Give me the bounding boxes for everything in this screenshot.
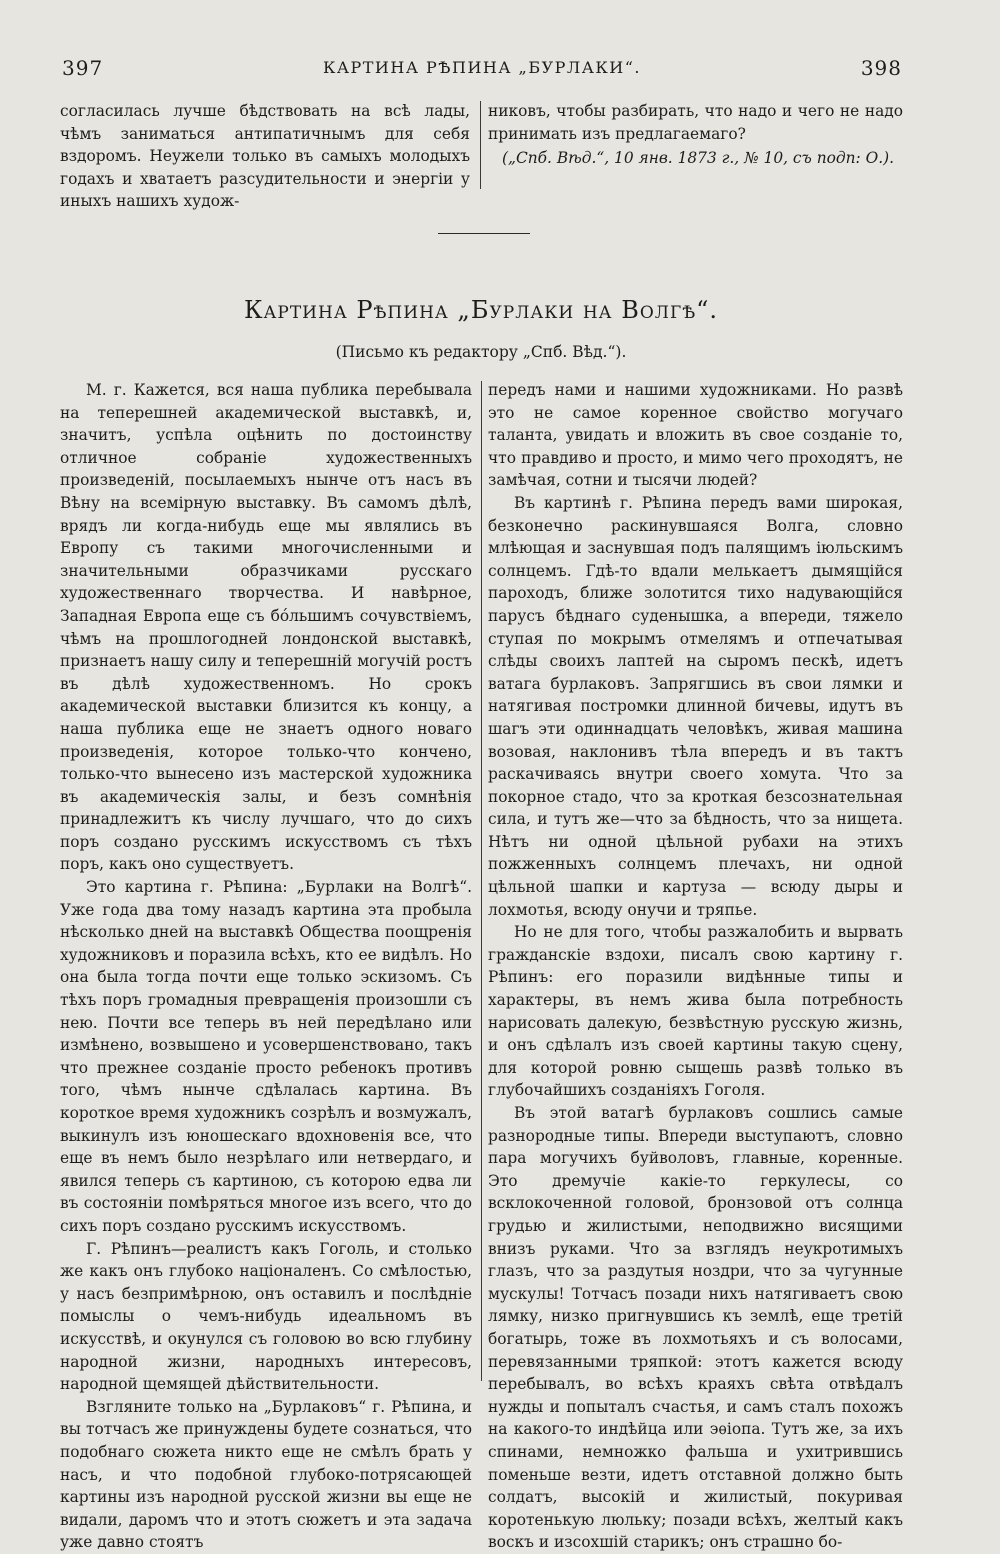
article-subtitle: (Письмо къ редактору „Спб. Вѣд.“). [335, 343, 627, 361]
article-paragraph: Взгляните только на „Бурлаковъ“ г. Рѣпина, и вы тотчасъ же принуждены будете сознаться, что подобнаго сюжета никто еще не смѣлъ брать у насъ, и что подобной глубоко-потрясающей картины изъ народной русской жизни вы еще не видали, даромъ что и этотъ сюжетъ и эта задача уже давно стоятъ [60, 1397, 472, 1552]
article-paragraph: Въ этой ватагѣ бурлаковъ сошлись самые разнородные типы. Впереди выступаютъ, словно пара могучихъ буйволовъ, главные, коренные. Это дремучіе какіе-то геркулесы, со всклокоченной головой, бронзовой отъ солнца грудью и жилистыми, неподвижно висящими внизъ руками. Что за взглядъ неукротимыхъ глазъ, что за раздутыя ноздри, что за чугунные мускулы! Тотчасъ позади нихъ натягиваетъ свою лямку, низко пригнувшись къ землѣ, еще третій богатырь, тоже въ лохмотьяхъ и съ волосами, перевязанными тряпкой: этотъ кажется всюду перебывалъ, во всѣхъ краяхъ свѣта отвѣдалъ нужды и попыталъ счастья, и самъ сталъ похожъ на какого-то индѣйца или эѳіопа. Тутъ же, за ихъ спинами, немножко фальша и ухитрившись поменьше везти, идетъ отставной должно быть солдатъ, высокій и жилистый, покуривая коротенькую люльку; позади всѣхъ, желтый какъ воскъ и изсохшій старикъ; онъ страшно бо- [488, 1104, 903, 1552]
article-title: Картина Рѣпина „Бурлаки на Волгѣ“. [243, 296, 719, 324]
article-right-column [488, 379, 903, 1554]
page-header [62, 56, 902, 86]
column-rule-main [481, 381, 482, 1381]
previous-article-text-right: никовъ, чтобы разбирать, что надо и чего не надо принимать изъ предлагаемаго? [488, 102, 903, 143]
article-paragraph: Въ картинѣ г. Рѣпина передъ вами широкая, безконечно раскинувшаяся Волга, словно млѣющая и заснувшая подъ палящимъ іюльскимъ солнцемъ. Гдѣ-то вдали мелькаетъ дымящійся пароходъ, ближе золотится тихо надувающійся парусъ бѣднаго суденышка, а впереди, тяжело ступая по мокрымъ отмелямъ и отпечатывая слѣды своихъ лаптей на сыромъ пескѣ, идетъ ватага бурлаковъ. Запрягшись въ свои лямки и натягивая постромки длинной бичевы, идутъ въ шагъ эти одиннадцать человѣкъ, живая машина возовая, наклонивъ тѣла впередъ и въ тактъ раскачиваясь внутри своего хомута. Что за покорное стадо, что за кроткая безсознательная сила, и тутъ же—что за бѣдность, что за нищета. Нѣтъ ни одной цѣльной рубахи на этихъ пожженныхъ солнцемъ плечахъ, ни одной цѣльной шапки и картуза — всюду дыры и лохмотья, всюду онучи и тряпье. [488, 493, 903, 919]
article-paragraph: передъ нами и нашими художниками. Но развѣ это не самое коренное свойство могучаго таланта, увидать и вложить въ свое созданіе то, что правдиво и просто, и мимо чего проходятъ, не замѣчая, сотни и тысячи людей? [488, 381, 903, 490]
article-paragraph: Но не для того, чтобы разжалобить и вырвать гражданскіе вздохи, писалъ свою картину г. Рѣпинъ: его поразили видѣнные типы и характеры, въ немъ жива была потребность нарисовать далекую, безвѣстную русскую жизнь, и онъ сдѣлалъ изъ своей картины такую сцену, для которой ровню сыщешь развѣ только въ глубочайшихъ созданіяхъ Гоголя. [488, 923, 903, 1100]
previous-article-signature: („Спб. Вѣд.“, 10 янв. 1873 г., № 10, съ подп: О.). [502, 149, 895, 168]
previous-article-left-column [60, 100, 470, 213]
article-left-column [60, 379, 472, 1554]
previous-article-right-column [488, 100, 903, 170]
page-number-right: 398 [860, 56, 902, 80]
previous-article-text-left: согласилась лучше бѣдствовать на всѣ лады, чѣмъ заниматься антипатичнымъ для себя вздоромъ. Неужели только въ самыхъ молодыхъ годахъ и хватаетъ разсудительности и энергіи у иныхъ нашихъ худож- [60, 102, 470, 211]
section-divider [438, 233, 530, 234]
column-rule-top [480, 101, 481, 189]
article-paragraph: Г. Рѣпинъ—реалистъ какъ Гоголь, и столько же какъ онъ глубоко націоналенъ. Со смѣлостью, у насъ безпримѣрною, онъ оставилъ и послѣдніе помыслы о чемъ-нибудь идеальномъ въ искусствѣ, и окунулся съ головою во всю глубину народной жизни, народныхъ интересовъ, народной щемящей дѣйствительности. [60, 1239, 472, 1394]
page-number-left: 397 [62, 56, 104, 80]
article-paragraph: М. г. Кажется, вся наша публика перебывала на теперешней академической выставкѣ, и, значитъ, успѣла оцѣнить по достоинству отличное собраніе художественныхъ произведеній, посылаемыхъ нынче отъ насъ въ Вѣну на всемірную выставку. Въ самомъ дѣлѣ, врядъ ли когда-нибудь еще мы являлись въ Европу съ такими многочисленными и значительными образчиками русскаго художественнаго творчества. И навѣрное, Западная Европа еще съ бóльшимъ сочувствіемъ, чѣмъ на прошлогодней лондонской выставкѣ, признаетъ нашу силу и теперешній могучій ростъ въ дѣлѣ художественномъ. Но срокъ академической выставки близится къ концу, а наша публика еще не знаетъ одного новаго произведенія, которое только-что кончено, только-что вынесено изъ мастерской художника въ академическія залы, и безъ сомнѣнія принадлежитъ къ числу лучшаго, что до сихъ поръ создано русскимъ искусствомъ съ тѣхъ поръ, какъ оно существуетъ. [60, 381, 472, 874]
running-title: КАРТИНА РѢПИНА „БУРЛАКИ“. [322, 58, 641, 77]
article-paragraph: Это картина г. Рѣпина: „Бурлаки на Волгѣ“. Уже года два тому назадъ картина эта пробыла нѣсколько дней на выставкѣ Общества поощренія художниковъ и поразила всѣхъ, кто ее видѣлъ. Но она была тогда почти еще только эскизомъ. Съ тѣхъ поръ громадныя превращенія произошли съ нею. Почти все теперь въ ней передѣлано или измѣнено, возвышено и усовершенствовано, такъ что прежнее созданіе просто ребенокъ противъ того, чѣмъ нынче сдѣлалась картина. Въ короткое время художникъ созрѣлъ и возмужалъ, выкинулъ изъ юношескаго вдохновенія все, что еще въ немъ было незрѣлаго или нетвердаго, и явился теперь съ картиною, съ которою едва ли въ состояніи помѣряться многое изъ всего, что до сихъ поръ создано русскимъ искусствомъ. [60, 878, 472, 1235]
